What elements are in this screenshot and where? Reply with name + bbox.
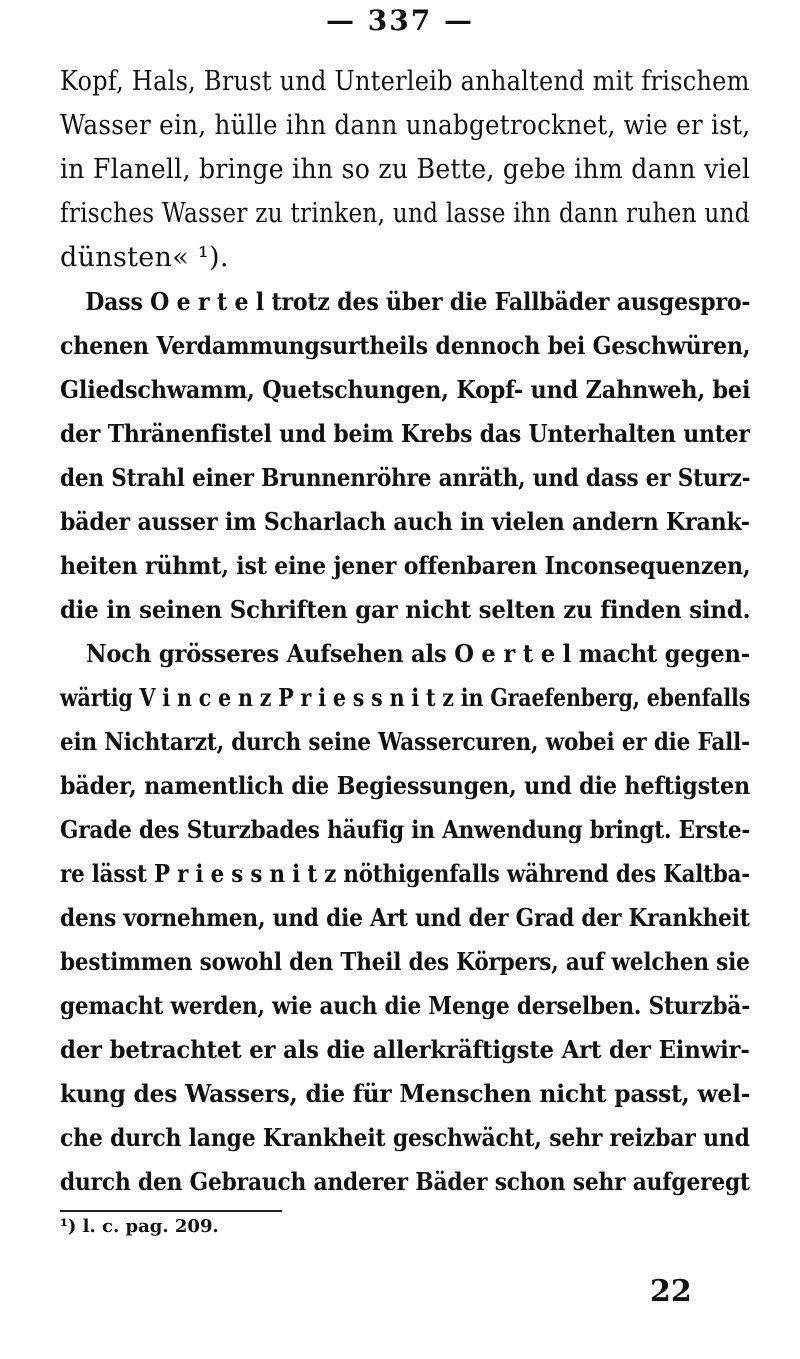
text-line: bäder, namentlich die Begiessungen, und die heftigsten [60,771,751,800]
signature-mark: 22 [650,1274,692,1309]
text-line: dünsten« ¹). [60,242,229,273]
text-line: durch den Gebrauch anderer Bäder schon sehr aufgeregt [60,1167,750,1196]
quoted-passage [60,60,750,280]
text-line: frisches Wasser zu trinken, und lasse ihn dann ruhen und [60,198,750,229]
text-line: Gliedschwamm, Quetschungen, Kopf- und Zahnweh, bei [60,375,751,404]
text-line: in Flanell, bringe ihn so zu Bette, gebe ihm dann viel [60,154,751,185]
text-line: ein Nichtarzt, durch seine Wassercuren, wobei er die Fall- [60,727,750,756]
text-line: re lässt P r i e s s n i t z nöthigenfalls während des Kaltba- [60,859,750,888]
text-line: Kopf, Hals, Brust und Unterleib anhaltend mit frischem [60,66,750,97]
body-text [60,280,750,1204]
footnote-rule [60,1210,282,1212]
text-line: bestimmen sowohl den Theil des Körpers, auf welchen sie [60,947,750,976]
text-line: den Strahl einer Brunnenröhre anräth, und dass er Sturz- [60,463,751,492]
text-line: wärtig V i n c e n z P r i e s s n i t z in Graefenberg, ebenfalls [60,683,751,712]
text-line: Noch grösseres Aufsehen als O e r t e l macht gegen- [85,639,750,668]
text-line: dens vornehmen, und die Art und der Grad der Krankheit [60,903,750,932]
text-line: Grade des Sturzbades häufig in Anwendung bringt. Erste- [60,815,751,844]
text-line: Wasser ein, hülle ihn dann unabgetrocknet, wie er ist, [60,110,751,141]
text-line: che durch lange Krankheit geschwächt, sehr reizbar und [60,1123,750,1152]
footnote: ¹) l. c. pag. 209. [60,1216,219,1237]
text-line: kung des Wassers, die für Menschen nicht passt, wel- [60,1079,751,1108]
text-line: heiten rühmt, ist eine jener offenbaren Inconsequenzen, [60,551,751,580]
page-number: — 337 — [326,4,474,37]
text-line: Dass O e r t e l trotz des über die Fallbäder ausgespro- [85,287,751,316]
text-line: gemacht werden, wie auch die Menge derselben. Sturzbä- [60,991,750,1020]
text-line: chenen Verdammungsurtheils dennoch bei Geschwüren, [60,331,751,360]
text-line: der betrachtet er als die allerkräftigste Art der Einwir- [60,1035,750,1064]
text-line: die in seinen Schriften gar nicht selten zu finden sind. [60,595,751,624]
text-line: der Thränenfistel und beim Krebs das Unterhalten unter [60,419,750,448]
text-line: bäder ausser im Scharlach auch in vielen andern Krank- [60,507,750,536]
